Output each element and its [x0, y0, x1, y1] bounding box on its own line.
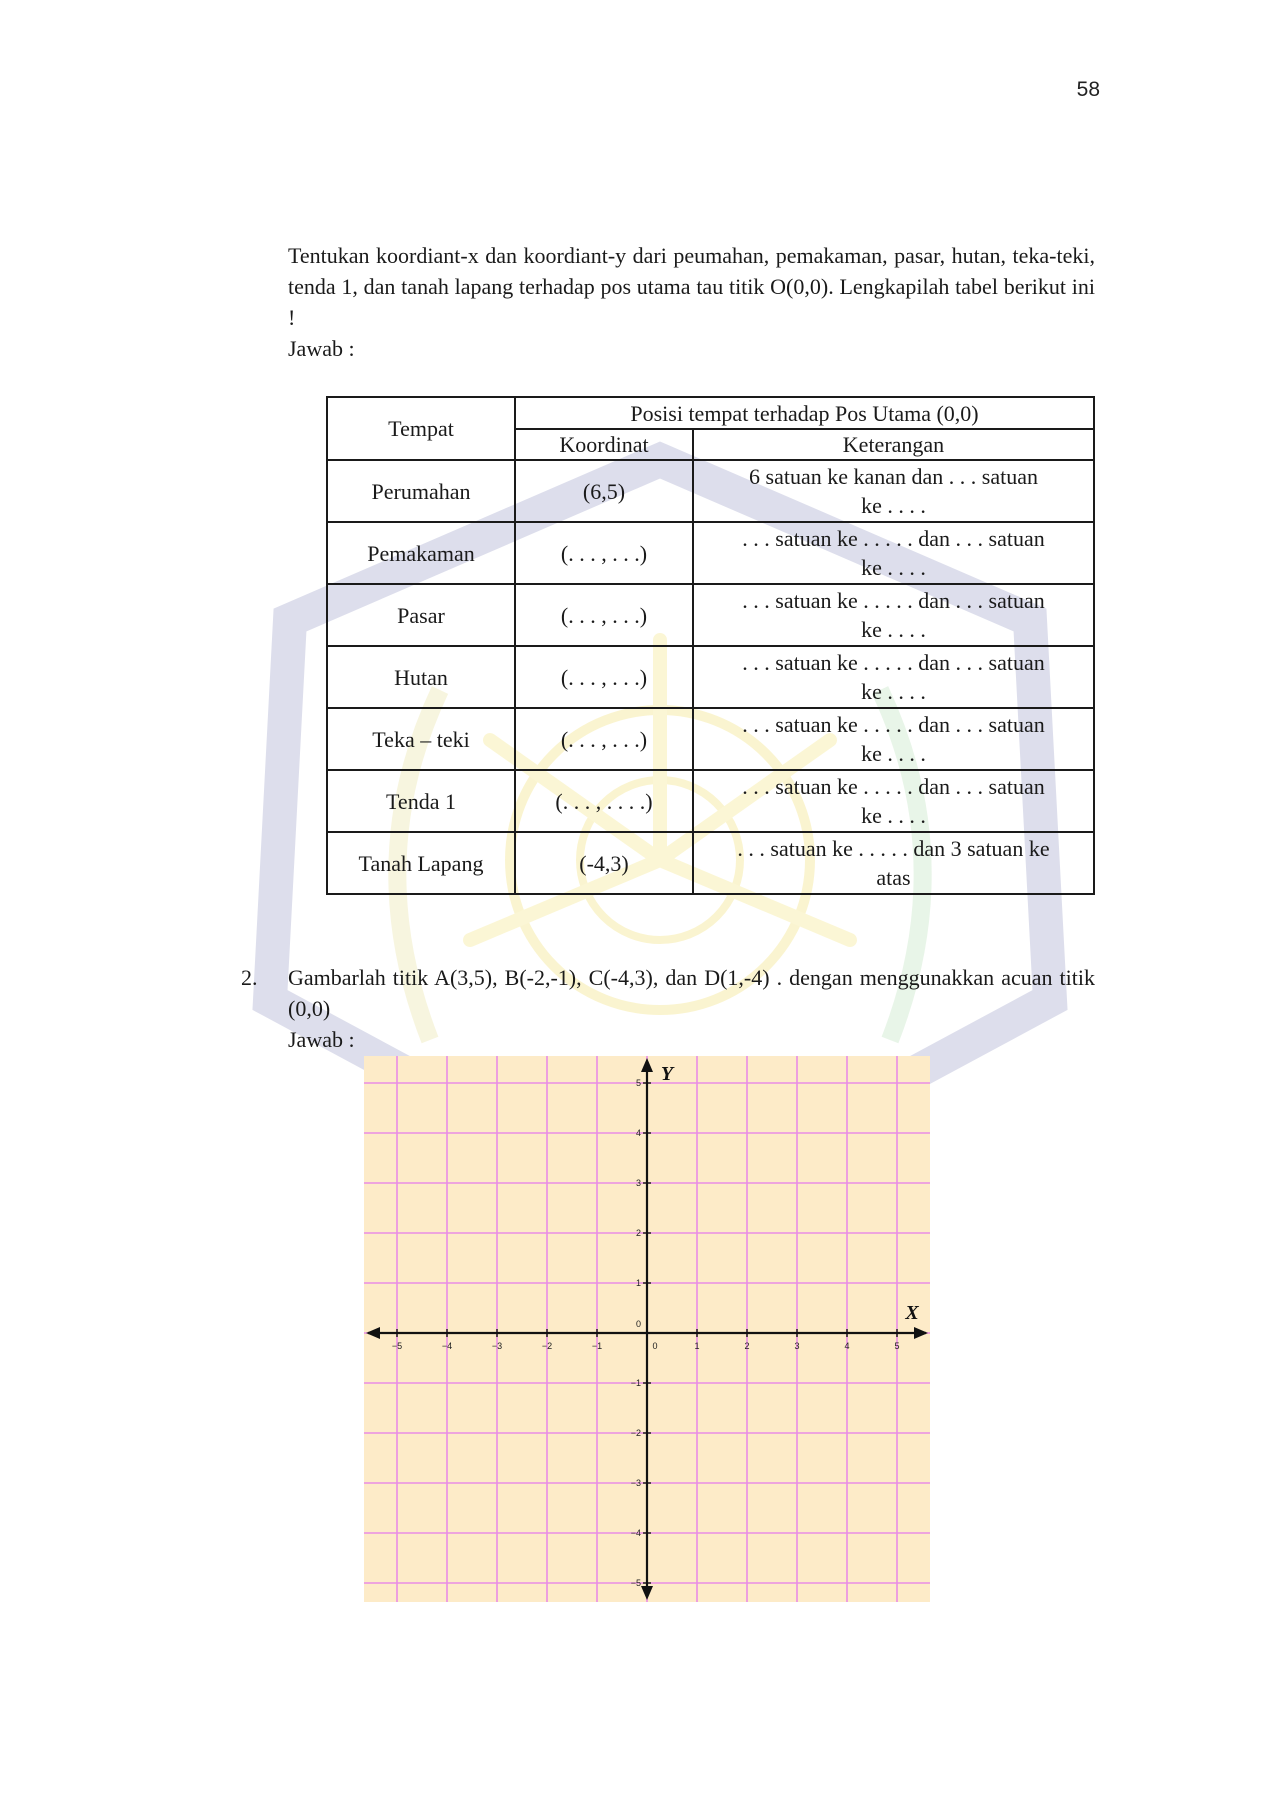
x-tick-label: 0	[652, 1341, 658, 1351]
cell-tempat: Teka – teki	[327, 708, 515, 770]
x-tick-label: 2	[744, 1341, 750, 1351]
header-keterangan: Keterangan	[693, 429, 1094, 460]
table-row	[327, 522, 1094, 584]
table-row	[327, 832, 1094, 894]
cell-tempat: Perumahan	[327, 460, 515, 522]
x-tick-label: −3	[491, 1341, 503, 1351]
y-axis-label: Y	[660, 1063, 674, 1085]
y-tick-label: −1	[630, 1378, 641, 1388]
x-tick-label: −1	[591, 1341, 603, 1351]
x-tick-label: 4	[844, 1341, 850, 1351]
answer-label: Jawab :	[288, 336, 355, 361]
x-tick-label: −4	[441, 1341, 453, 1351]
coordinate-grid	[364, 1056, 930, 1602]
coordinate-plane	[364, 1056, 930, 1602]
cell-keterangan: . . . satuan ke . . . . . dan . . . satuan ke . . . .	[693, 770, 1094, 832]
y-tick-label: 0	[635, 1319, 641, 1329]
cell-koordinat: (. . . , . . .)	[515, 584, 693, 646]
cell-koordinat: (. . . , . . .)	[515, 646, 693, 708]
x-tick-label: 3	[794, 1341, 800, 1351]
table-row	[327, 708, 1094, 770]
x-axis-label: X	[905, 1302, 919, 1324]
header-koordinat: Koordinat	[515, 429, 693, 460]
cell-koordinat: (6,5)	[515, 460, 693, 522]
answer-label: Jawab :	[288, 1027, 355, 1052]
cell-koordinat: (-4,3)	[515, 832, 693, 894]
y-tick-label: 3	[635, 1178, 641, 1188]
x-tick-label: 1	[694, 1341, 700, 1351]
question-text: Gambarlah titik A(3,5), B(-2,-1), C(-4,3), dan D(1,-4) . dengan menggunakkan acuan titik (0,0)	[288, 965, 1095, 1021]
header-tempat: Tempat	[327, 397, 515, 460]
y-tick-label: −3	[630, 1478, 641, 1488]
position-table	[326, 396, 1095, 895]
cell-keterangan: . . . satuan ke . . . . . dan . . . satuan ke . . . .	[693, 646, 1094, 708]
y-tick-label: 4	[635, 1128, 641, 1138]
y-tick-label: 1	[635, 1278, 641, 1288]
table-row	[327, 646, 1094, 708]
x-tick-label: 5	[894, 1341, 900, 1351]
instruction-text: Tentukan koordiant-x dan koordiant-y dari peumahan, pemakaman, pasar, hutan, teka-teki, tenda 1, dan tanah lapang terhadap pos utama tau titik O(0,0). Lengkapilah tabel berikut ini !	[288, 243, 1095, 330]
cell-keterangan: . . . satuan ke . . . . . dan . . . satuan ke . . . .	[693, 522, 1094, 584]
header-posisi: Posisi tempat terhadap Pos Utama (0,0)	[515, 397, 1094, 429]
x-tick-label: −2	[541, 1341, 553, 1351]
cell-keterangan: 6 satuan ke kanan dan . . . satuan ke . . . .	[693, 460, 1094, 522]
y-tick-label: 2	[635, 1228, 641, 1238]
cell-tempat: Tanah Lapang	[327, 832, 515, 894]
page-number: 58	[1076, 78, 1100, 101]
cell-tempat: Tenda 1	[327, 770, 515, 832]
cell-keterangan: . . . satuan ke . . . . . dan 3 satuan ke atas	[693, 832, 1094, 894]
cell-tempat: Pemakaman	[327, 522, 515, 584]
x-tick-label: −5	[391, 1341, 403, 1351]
table-row	[327, 460, 1094, 522]
instruction-paragraph	[288, 240, 1095, 364]
cell-koordinat: (. . . , . . .)	[515, 522, 693, 584]
cell-tempat: Pasar	[327, 584, 515, 646]
cell-koordinat: (. . . , . . . .)	[515, 770, 693, 832]
cell-keterangan: . . . satuan ke . . . . . dan . . . satuan ke . . . .	[693, 708, 1094, 770]
question-number: 2.	[241, 965, 258, 990]
cell-keterangan: . . . satuan ke . . . . . dan . . . satuan ke . . . .	[693, 584, 1094, 646]
y-tick-label: −4	[630, 1528, 641, 1538]
table-row	[327, 584, 1094, 646]
question-paragraph	[288, 962, 1095, 1055]
y-tick-label: −2	[630, 1428, 641, 1438]
y-tick-label: 5	[635, 1078, 641, 1088]
table-row	[327, 770, 1094, 832]
y-tick-label: −5	[630, 1578, 641, 1588]
cell-koordinat: (. . . , . . .)	[515, 708, 693, 770]
cell-tempat: Hutan	[327, 646, 515, 708]
